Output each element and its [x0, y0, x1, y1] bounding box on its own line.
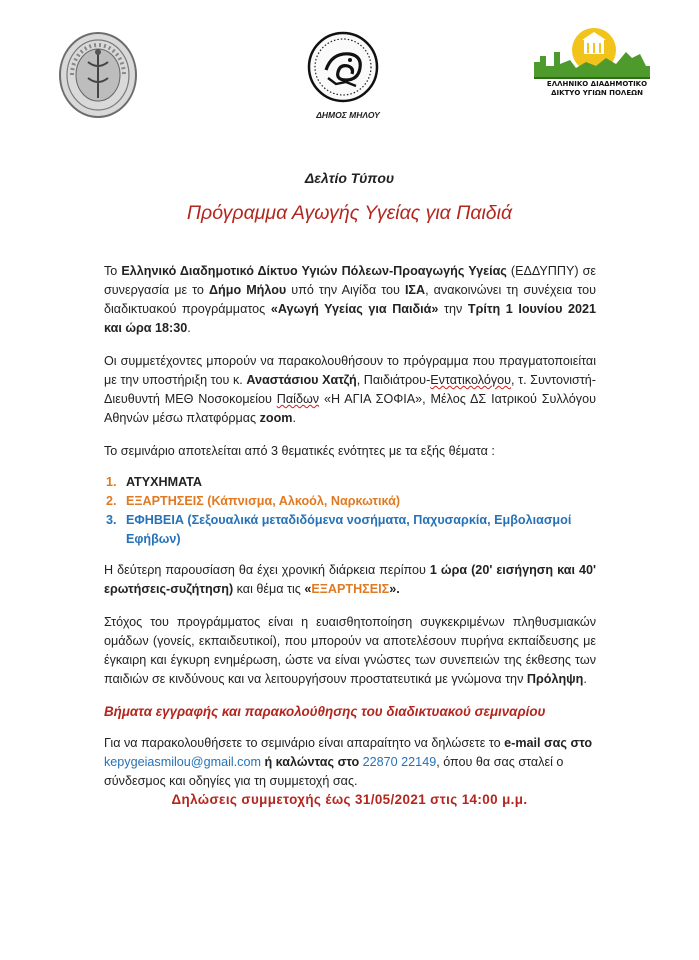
text: την	[438, 302, 468, 316]
text: Η δεύτερη παρουσίαση θα έχει χρονική διάρκεια περίπου	[104, 563, 430, 577]
ancient-coin-icon	[306, 30, 380, 104]
list-number: 3.	[106, 513, 117, 527]
text: στο	[570, 736, 593, 750]
list-number: 2.	[106, 494, 117, 508]
text: e-mail σας	[504, 736, 567, 750]
network-caption	[538, 80, 656, 98]
text: .	[187, 321, 191, 335]
text: υπό την Αιγίδα του	[286, 283, 405, 297]
speaker-paragraph	[104, 352, 596, 428]
registration-deadline: Δηλώσεις συμμετοχής έως 31/05/2021 στις 14:00 μ.μ.	[171, 792, 528, 807]
text: Παίδων	[276, 392, 320, 406]
email-link[interactable]: kepygeiasmilou@gmail.com	[104, 755, 261, 769]
text: Εντατικολόγου	[430, 373, 512, 387]
text: , ανακοινώνει τη συνέχεια του διαδικτυακού προγράμματος	[104, 283, 596, 316]
text: Για να παρακολουθήσετε το σεμινάριο είναι απαραίτητο να δηλώσετε το	[104, 736, 505, 750]
registration-paragraph	[104, 734, 596, 791]
theme-item-accidents	[106, 473, 596, 492]
text: , τ. Συντονιστή-Διευθυντή ΜΕΘ Νοσοκομείου	[104, 373, 596, 406]
isa-name: ΙΣΑ	[404, 283, 426, 297]
program-name: «Αγωγή Υγείας για Παιδιά»	[270, 302, 439, 316]
text: Το	[104, 264, 122, 278]
themes-list	[104, 473, 596, 549]
theme-label: ΕΦΗΒΕΙΑ (Σεξουαλικά μεταδιδόμενα νοσήματα, Παχυσαρκία, Εμβολιασμοί Εφήβων)	[126, 513, 572, 546]
theme-item-addictions	[106, 492, 596, 511]
text: «Η ΑΓΙΑ ΣΟΦΙΑ», Μέλος ΔΣ Ιατρικού Συλλόγου Αθηνών μέσω πλατφόρμας	[104, 392, 596, 425]
platform-name: zoom	[259, 411, 293, 425]
intro-paragraph	[104, 262, 596, 338]
list-number: 1.	[106, 475, 117, 489]
theme-label: ΕΞΑΡΤΗΣΕΙΣ (Κάπνισμα, Αλκοόλ, Ναρκωτικά)	[126, 494, 401, 508]
duration: 1 ώρα (20' εισήγηση και 40' ερωτήσεις-συζήτηση)	[104, 563, 596, 596]
prevention-word: Πρόληψη	[526, 672, 584, 686]
theme-label: ΑΤΥΧΗΜΑΤΑ	[126, 475, 203, 489]
text: , όπου θα σας σταλεί ο σύνδεσμος και οδηγίες για τη συμμετοχή σας.	[104, 755, 564, 788]
text: .	[583, 672, 587, 686]
text: (ΕΔΔΥΠΠΥ) σε συνεργασία με το	[104, 264, 596, 297]
network-caption-line1: ΕΛΛΗΝΙΚΟ ΔΙΑΔΗΜΟΤΙΚΟ	[546, 80, 648, 88]
goal-paragraph	[104, 613, 596, 689]
speaker-name: Αναστάσιου Χατζή	[246, 373, 357, 387]
themes-intro: Το σεμινάριο αποτελείται από 3 θεματικές ενότητες με τα εξής θέματα :	[104, 444, 495, 458]
phone-number[interactable]: 22870 22149	[362, 755, 437, 769]
text: Οι συμμετέχοντες μπορούν να παρακολουθήσουν το πρόγραμμα που πραγματοποιείται με την υποστήριξη του κ.	[104, 354, 596, 387]
text: «	[304, 582, 312, 596]
theme-item-adolescence	[106, 511, 596, 549]
municipality-label: ΔΗΜΟΣ ΜΗΛΟΥ	[316, 110, 380, 120]
text: και θέμα τις	[233, 582, 305, 596]
text: , Παιδιάτρου-	[356, 373, 431, 387]
municipality-name: Δήμο Μήλου	[209, 283, 287, 297]
steps-heading: Βήματα εγγραφής και παρακολούθησης του διαδικτυακού σεμιναρίου	[104, 704, 546, 719]
page-title: Πρόγραμμα Αγωγής Υγείας για Παιδιά	[186, 202, 513, 224]
duration-paragraph	[104, 561, 596, 599]
text: .	[292, 411, 297, 425]
network-name: Ελληνικό Διαδημοτικό Δίκτυο Υγιών Πόλεων-Προαγωγής Υγείας	[121, 264, 507, 278]
text: Στόχος του προγράμματος είναι η ευαισθητοποίηση συγκεκριμένων πληθυσμιακών ομάδων (γονείς, εκπαιδευτικοί), που μπορούν να αποτελέσουν πυρήνα εκπαίδευσης με έγκαιρη και έγκυρη ενημέρωση, ώστε να είναι γνώστες των συνεπειών της έκθεσης των παιδιών σε κινδύνους και να λειτουργήσουν προστατευτικά με γνώμονα την	[104, 615, 596, 686]
event-date: Τρίτη 1 Ιουνίου 2021 και ώρα 18:30	[104, 302, 597, 335]
text: ».	[389, 582, 400, 596]
press-release-label: Δελτίο Τύπου	[304, 170, 395, 186]
network-caption-line2: ΔΙΚΤΥΟ ΥΓΙΩΝ ΠΟΛΕΩΝ	[551, 89, 643, 97]
text: ή καλώντας στο	[260, 755, 360, 769]
document-body	[104, 262, 596, 791]
university-seal-icon	[58, 30, 138, 120]
topic: ΕΞΑΡΤΗΣΕΙΣ	[311, 582, 390, 596]
